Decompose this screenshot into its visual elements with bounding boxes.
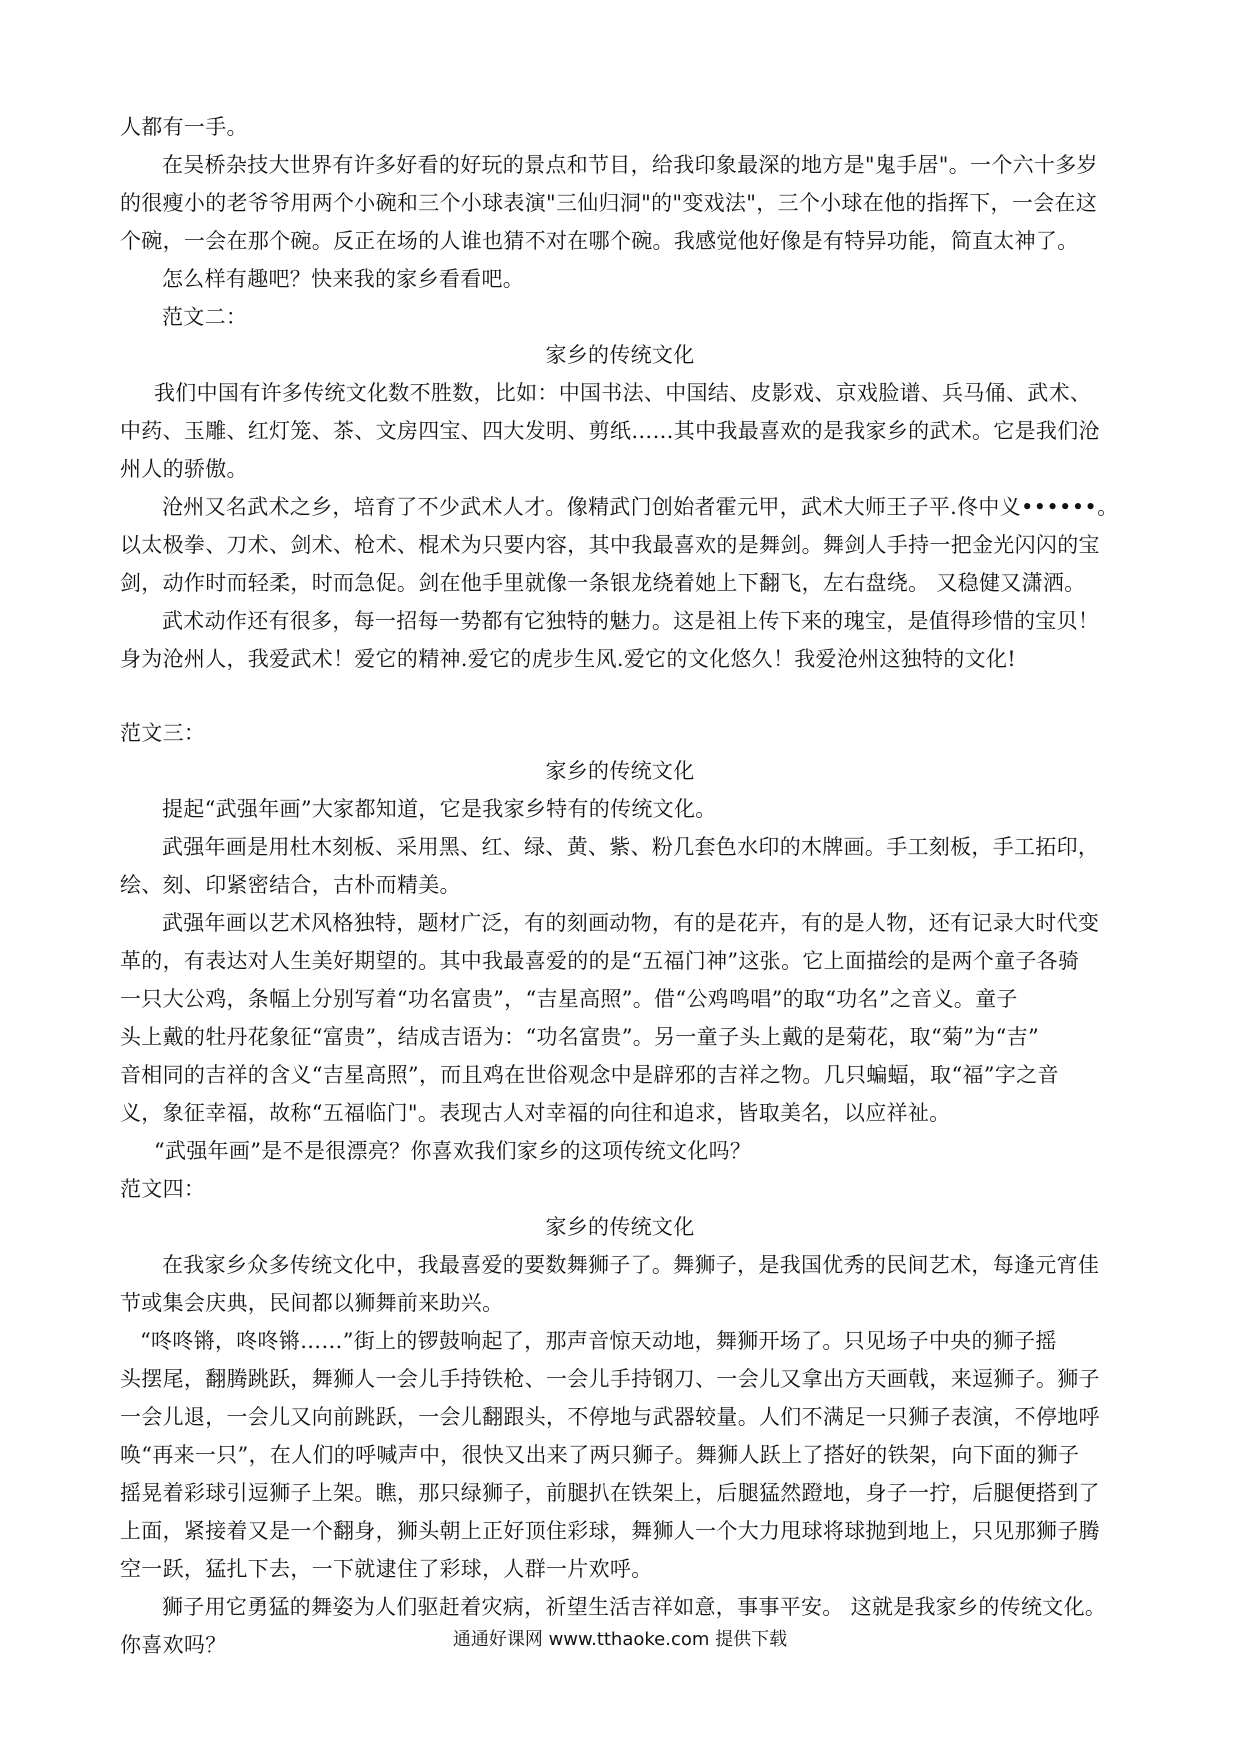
paragraph-line: 唤“再来一只”，在人们的呼喊声中，很快又出来了两只狮子。舞狮人跃上了搭好的铁架，向下面的狮子 xyxy=(120,1443,1080,1467)
paragraph-line: 头摆尾，翻腾跳跃，舞狮人一会儿手持铁枪、一会儿手持钢刀、一会儿又拿出方天画戟，来逗狮子。狮子 xyxy=(120,1367,1100,1391)
paragraph-line: 绘、刻、印紧密结合，古朴而精美。 xyxy=(120,873,461,897)
paragraph-line: “武强年画”是不是很漂亮？你喜欢我们家乡的这项传统文化吗？ xyxy=(154,1139,752,1163)
paragraph-line: 在吴桥杂技大世界有许多好看的好玩的景点和节目，给我印象最深的地方是"鬼手居"。一个六十多岁 xyxy=(162,153,1098,177)
paragraph-line: 武强年画以艺术风格独特，题材广泛，有的刻画动物，有的是花卉，有的是人物，还有记录大时代变 xyxy=(162,911,1100,935)
paragraph-line: 狮子用它勇猛的舞姿为人们驱赶着灾病，祈望生活吉祥如意，事事平安。 这就是我家乡的传统文化。 xyxy=(162,1595,1107,1619)
paragraph-line: 音相同的吉祥的含义“吉星高照”，而且鸡在世俗观念中是辟邪的吉祥之物。几只蝙蝠，取“福”字之音 xyxy=(120,1063,1059,1087)
paragraph-line: 武强年画是用杜木刻板、采用黑、红、绿、黄、紫、粉几套色水印的木牌画。手工刻板，手工拓印， xyxy=(162,835,1100,859)
paragraph-line: 上面，紧接着又是一个翻身，狮头朝上正好顶住彩球，舞狮人一个大力甩球将球抛到地上，只见那狮子腾 xyxy=(120,1519,1100,1543)
paragraph-line: 身为沧州人，我爱武术！爱它的精神.爱它的虎步生风.爱它的文化悠久！我爱沧州这独特的文化! xyxy=(120,647,1016,671)
document-page xyxy=(120,108,1120,1664)
paragraph-line: “咚咚锵，咚咚锵……”街上的锣鼓响起了，那声音惊天动地，舞狮开场了。只见场子中央的狮子摇 xyxy=(140,1329,1057,1353)
essay-label: 范文二： xyxy=(162,305,248,329)
paragraph-line: 的很瘦小的老爷爷用两个小碗和三个小球表演"三仙归洞"的"变戏法"，三个小球在他的指挥下，一会在这 xyxy=(120,191,1098,215)
paragraph-line: 一会儿退，一会儿又向前跳跃，一会儿翻跟头，不停地与武器较量。人们不满足一只狮子表演，不停地呼 xyxy=(120,1405,1100,1429)
essay-4-section xyxy=(120,1170,1120,1664)
paragraph-line: 摇晃着彩球引逗狮子上架。瞧，那只绿狮子，前腿扒在铁架上，后腿猛然蹬地，身子一拧，后腿便搭到了 xyxy=(120,1481,1100,1505)
paragraph-line: 怎么样有趣吧？快来我的家乡看看吧。 xyxy=(162,267,525,291)
essay-label: 范文三： xyxy=(120,721,206,745)
paragraph-line: 武术动作还有很多，每一招每一势都有它独特的魅力。这是祖上传下来的瑰宝，是值得珍惜的宝贝！ xyxy=(162,609,1100,633)
essay-3-section xyxy=(120,714,1120,1170)
paragraph-line: 你喜欢吗？ xyxy=(120,1633,227,1657)
paragraph-line: 空一跃，猛扎下去，一下就逮住了彩球，人群一片欢呼。 xyxy=(120,1557,653,1581)
paragraph-line: 义，象征幸福，故称“五福临门"。表现古人对幸福的向往和追求，皆取美名，以应祥祉。 xyxy=(120,1101,951,1125)
paragraph-line: 提起“武强年画”大家都知道，它是我家乡特有的传统文化。 xyxy=(162,797,717,821)
paragraph-line: 头上戴的牡丹花象征“富贵”，结成吉语为：“功名富贵”。另一童子头上戴的是菊花，取“菊”为“吉” xyxy=(120,1025,1039,1049)
essay-title: 家乡的传统文化 xyxy=(545,1215,695,1239)
paragraph-line: 一只大公鸡，条幅上分别写着“功名富贵”，“吉星高照”。借“公鸡鸣唱”的取“功名”之音义。童子 xyxy=(120,987,1018,1011)
paragraph-line: 人都有一手。 xyxy=(120,115,248,139)
essay-title: 家乡的传统文化 xyxy=(545,759,695,783)
page-footer: 通通好课网 www.tthaoke.com 提供下载 xyxy=(452,1629,788,1650)
essay-title: 家乡的传统文化 xyxy=(545,343,695,367)
paragraph-line: 节或集会庆典，民间都以狮舞前来助兴。 xyxy=(120,1291,504,1315)
intro-tail-section xyxy=(120,108,1120,298)
blank-line xyxy=(120,678,1120,714)
paragraph-line: 中药、玉雕、红灯笼、茶、文房四宝、四大发明、剪纸……其中我最喜欢的是我家乡的武术。它是我们沧 xyxy=(120,419,1100,443)
paragraph-line: 州人的骄傲。 xyxy=(120,457,248,481)
paragraph-line: 革的，有表达对人生美好期望的。其中我最喜爱的的是“五福门神”这张。它上面描绘的是两个童子各骑 xyxy=(120,949,1080,973)
paragraph-line: 在我家乡众多传统文化中，我最喜爱的要数舞狮子了。舞狮子，是我国优秀的民间艺术，每逢元宵佳 xyxy=(162,1253,1100,1277)
paragraph-line: 剑，动作时而轻柔，时而急促。剑在他手里就像一条银龙绕着她上下翻飞，左右盘绕。 又稳健又潇洒。 xyxy=(120,571,1086,595)
essay-2-section xyxy=(120,298,1120,678)
paragraph-line: 沧州又名武术之乡，培育了不少武术人才。像精武门创始者霍元甲，武术大师王子平.佟中义••••••。 xyxy=(162,495,1119,519)
paragraph-line: 我们中国有许多传统文化数不胜数，比如：中国书法、中国结、皮影戏、京戏脸谱、兵马俑、武术、 xyxy=(154,381,1092,405)
paragraph-line: 个碗，一会在那个碗。反正在场的人谁也猜不对在哪个碗。我感觉他好像是有特异功能，简直太神了。 xyxy=(120,229,1079,253)
essay-label: 范文四： xyxy=(120,1177,206,1201)
paragraph-line: 以太极拳、刀术、剑术、枪术、棍术为只要内容，其中我最喜欢的是舞剑。舞剑人手持一把金光闪闪的宝 xyxy=(120,533,1100,557)
